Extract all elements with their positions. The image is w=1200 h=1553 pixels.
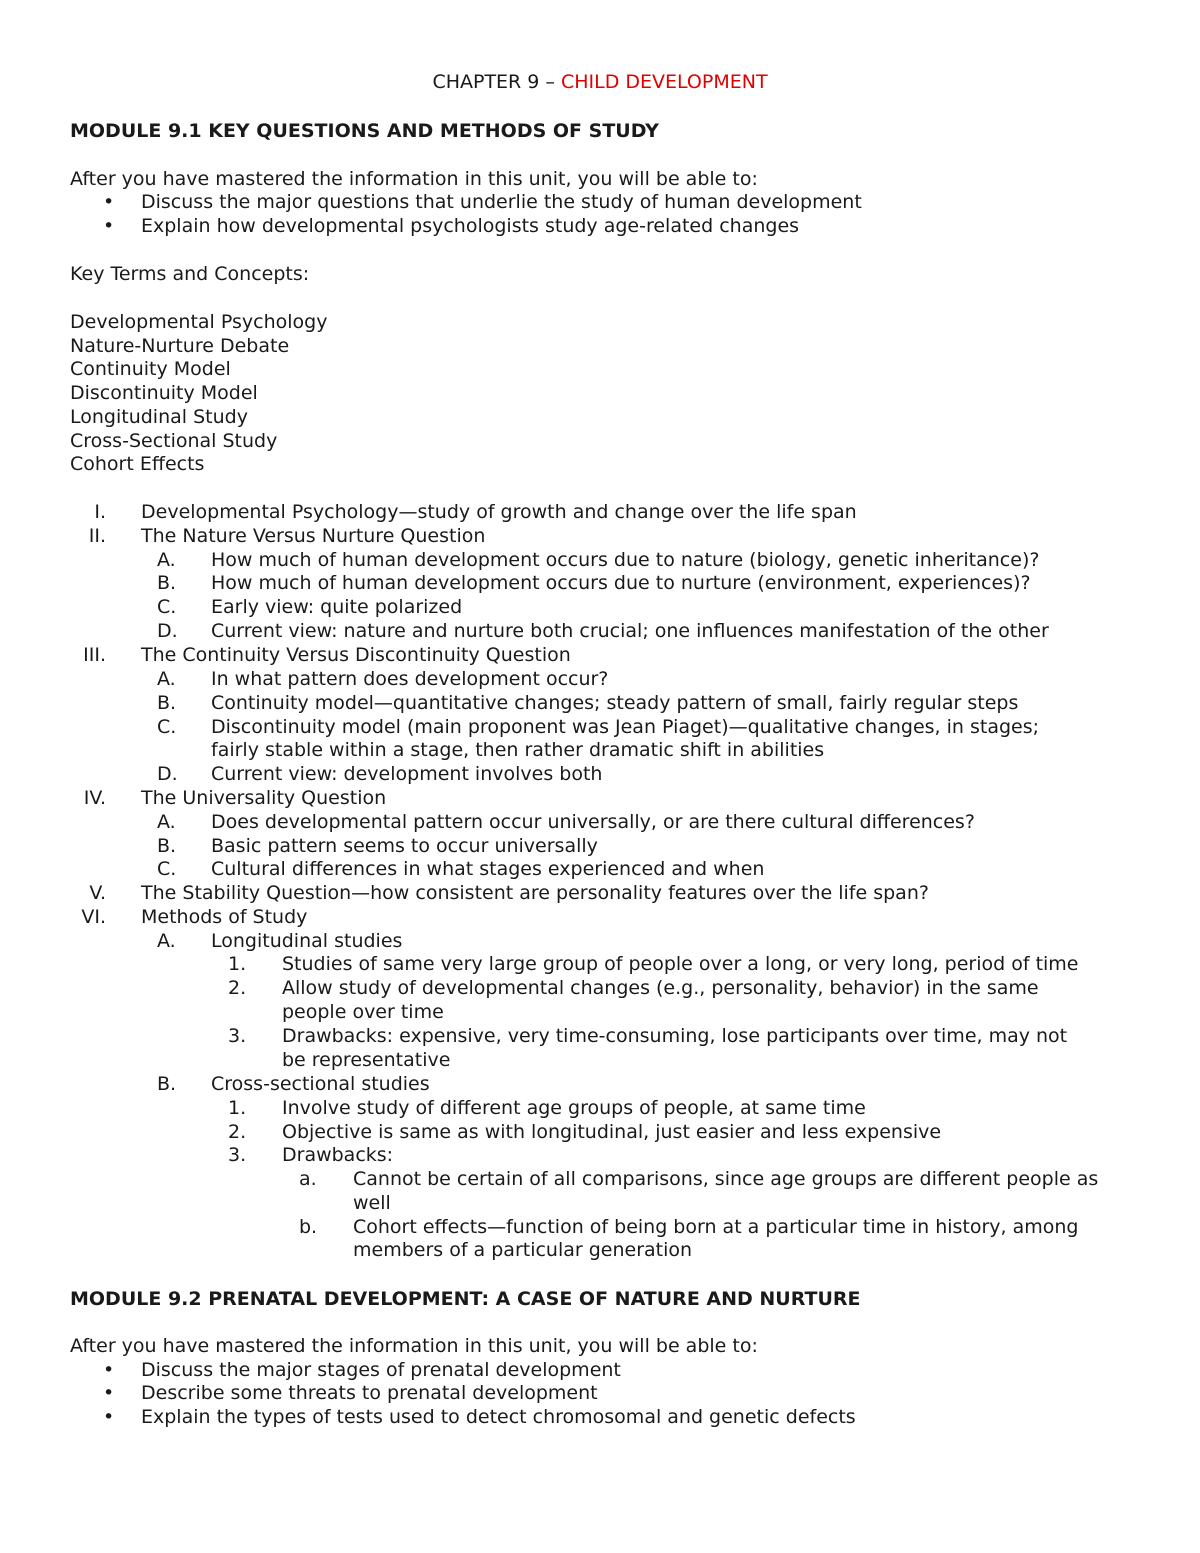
outline-text: Basic pattern seems to occur universally	[211, 835, 598, 857]
key-term: Cohort Effects	[70, 453, 205, 475]
outline-text: Continuity model—quantitative changes; steady pattern of small, fairly regular steps	[211, 692, 1019, 714]
chapter-title	[0, 70, 1200, 94]
bullet-icon: •	[103, 1406, 115, 1428]
outline-label: C.	[157, 596, 177, 618]
outline-label: b.	[299, 1216, 318, 1238]
module-heading: MODULE 9.1 KEY QUESTIONS AND METHODS OF STUDY	[70, 120, 659, 142]
bullet-icon: •	[103, 215, 115, 237]
outline-label: 1.	[228, 1097, 247, 1119]
outline-text-continued: be representative	[282, 1049, 451, 1071]
outline-text: Drawbacks:	[282, 1144, 394, 1166]
outline-label: VI.	[81, 906, 106, 928]
outline-label: I.	[94, 501, 106, 523]
outline-label: II.	[88, 525, 106, 547]
outline-label: IV.	[83, 787, 106, 809]
outline-label: 1.	[228, 953, 247, 975]
outline-text: Cannot be certain of all comparisons, since age groups are different people as	[353, 1168, 1099, 1190]
outline-label: B.	[157, 1073, 177, 1095]
outline-text: How much of human development occurs due to nurture (environment, experiences)?	[211, 572, 1031, 594]
key-term: Longitudinal Study	[70, 406, 248, 428]
outline-text: Drawbacks: expensive, very time-consuming, lose participants over time, may not	[282, 1025, 1068, 1047]
outline-label: C.	[157, 858, 177, 880]
objective-item: Discuss the major questions that underlie the study of human development	[141, 191, 862, 213]
bullet-icon: •	[103, 1359, 115, 1381]
objectives-intro: After you have mastered the information in this unit, you will be able to:	[70, 1335, 758, 1357]
outline-text: Developmental Psychology—study of growth and change over the life span	[141, 501, 857, 523]
outline-text: Longitudinal studies	[211, 930, 403, 952]
outline-text: Objective is same as with longitudinal, just easier and less expensive	[282, 1121, 942, 1143]
outline-label: C.	[157, 716, 177, 738]
objectives-intro: After you have mastered the information in this unit, you will be able to:	[70, 168, 758, 190]
outline-text: Early view: quite polarized	[211, 596, 463, 618]
objective-item: Explain the types of tests used to detect chromosomal and genetic defects	[141, 1406, 856, 1428]
outline-text: Allow study of developmental changes (e.g., personality, behavior) in the same	[282, 977, 1039, 999]
module-heading: MODULE 9.2 PRENATAL DEVELOPMENT: A CASE OF NATURE AND NURTURE	[70, 1288, 861, 1310]
outline-text: The Universality Question	[141, 787, 387, 809]
outline-label: D.	[157, 763, 178, 785]
outline-text: The Stability Question—how consistent are personality features over the life span?	[141, 882, 929, 904]
key-term: Nature-Nurture Debate	[70, 335, 290, 357]
objective-item: Explain how developmental psychologists study age-related changes	[141, 215, 800, 237]
outline-text: Studies of same very large group of people over a long, or very long, period of time	[282, 953, 1079, 975]
outline-text: Methods of Study	[141, 906, 308, 928]
outline-text-continued: fairly stable within a stage, then rather dramatic shift in abilities	[211, 739, 825, 761]
outline-label: D.	[157, 620, 178, 642]
outline-text: Involve study of different age groups of people, at same time	[282, 1097, 866, 1119]
outline-text: In what pattern does development occur?	[211, 668, 609, 690]
outline-label: a.	[299, 1168, 317, 1190]
outline-text: Cohort effects—function of being born at a particular time in history, among	[353, 1216, 1079, 1238]
key-term: Continuity Model	[70, 358, 231, 380]
outline-label: V.	[89, 882, 106, 904]
outline-text: Current view: nature and nurture both crucial; one influences manifestation of the other	[211, 620, 1049, 642]
key-term: Cross-Sectional Study	[70, 430, 278, 452]
outline-text: Cross-sectional studies	[211, 1073, 430, 1095]
outline-text: The Nature Versus Nurture Question	[141, 525, 486, 547]
outline-label: 3.	[228, 1144, 247, 1166]
chapter-title-text: CHILD DEVELOPMENT	[560, 71, 768, 93]
outline-text: How much of human development occurs due to nature (biology, genetic inheritance)?	[211, 549, 1040, 571]
outline-text-continued: well	[353, 1192, 391, 1214]
outline-text: The Continuity Versus Discontinuity Question	[141, 644, 571, 666]
outline-label: A.	[157, 668, 176, 690]
outline-text: Discontinuity model (main proponent was Jean Piaget)—qualitative changes, in stages;	[211, 716, 1040, 738]
outline-label: A.	[157, 930, 176, 952]
outline-text-continued: members of a particular generation	[353, 1239, 693, 1261]
outline-label: 2.	[228, 977, 247, 999]
objective-item: Discuss the major stages of prenatal development	[141, 1359, 621, 1381]
outline-text: Does developmental pattern occur universally, or are there cultural differences?	[211, 811, 975, 833]
chapter-prefix: CHAPTER 9 –	[432, 71, 561, 93]
outline-label: 2.	[228, 1121, 247, 1143]
key-term: Developmental Psychology	[70, 311, 328, 333]
outline-label: A.	[157, 549, 176, 571]
bullet-icon: •	[103, 1382, 115, 1404]
outline-label: III.	[83, 644, 106, 666]
key-terms-label: Key Terms and Concepts:	[70, 263, 310, 285]
objective-item: Describe some threats to prenatal development	[141, 1382, 598, 1404]
outline-text: Cultural differences in what stages experienced and when	[211, 858, 765, 880]
outline-label: B.	[157, 692, 177, 714]
key-term: Discontinuity Model	[70, 382, 258, 404]
outline-label: B.	[157, 835, 177, 857]
outline-text-continued: people over time	[282, 1001, 444, 1023]
outline-label: B.	[157, 572, 177, 594]
outline-text: Current view: development involves both	[211, 763, 603, 785]
outline-label: 3.	[228, 1025, 247, 1047]
bullet-icon: •	[103, 191, 115, 213]
outline-label: A.	[157, 811, 176, 833]
